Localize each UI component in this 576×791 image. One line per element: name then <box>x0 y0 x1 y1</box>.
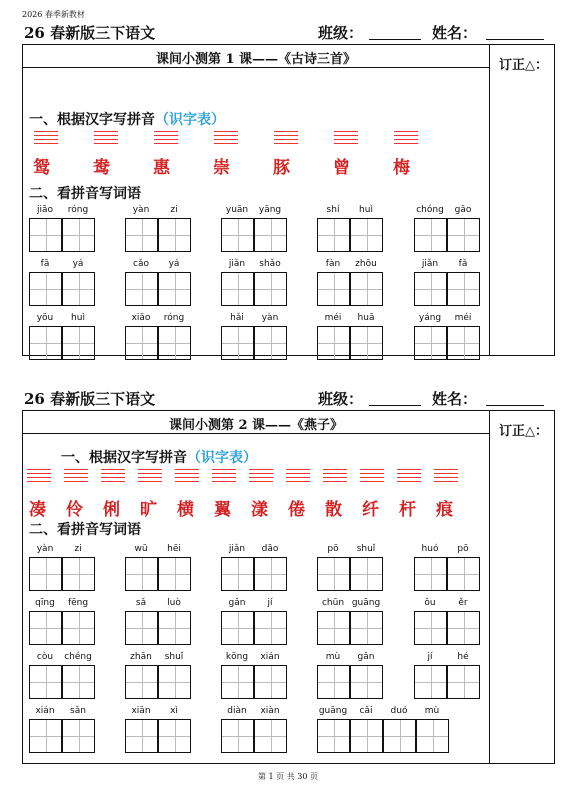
class-label: 班级： <box>318 24 364 42</box>
char-writing-box[interactable] <box>350 218 383 252</box>
pinyin-label: yàn <box>132 205 150 215</box>
pinyin-label: fàn <box>325 259 341 269</box>
char-writing-box[interactable] <box>221 611 254 645</box>
pinyin-label: jiǎn <box>228 259 246 269</box>
pinyin-write-line[interactable] <box>397 469 421 481</box>
pinyin-label: sǎn <box>70 706 86 716</box>
quiz-sheet-2 <box>22 388 555 764</box>
char-writing-box[interactable] <box>317 665 350 699</box>
pinyin-label: ěr <box>458 598 468 608</box>
section-2-heading: 二、看拼音写词语 <box>29 522 141 538</box>
char-writing-box[interactable] <box>447 665 480 699</box>
pinyin-label: jiǎn <box>421 259 439 269</box>
quiz-sheet-1 <box>22 22 555 358</box>
char-writing-box[interactable] <box>350 272 383 306</box>
pinyin-write-line[interactable] <box>360 469 384 481</box>
char-writing-box[interactable] <box>125 665 158 699</box>
pinyin-label: chūn <box>321 598 345 608</box>
char-writing-box[interactable] <box>125 557 158 591</box>
pinyin-label: yōu <box>36 313 54 323</box>
char-writing-box[interactable] <box>414 611 447 645</box>
pinyin-label: huì <box>71 313 85 323</box>
section-1-heading <box>29 109 225 129</box>
pinyin-label: méi <box>324 313 342 323</box>
pinyin-label: xián <box>260 652 280 662</box>
char-writing-box[interactable] <box>158 218 191 252</box>
page-footer: 第 1 页 共 30 页 <box>258 772 318 781</box>
pinyin-label: mù <box>325 652 341 662</box>
vocab-char: 横 <box>177 500 194 520</box>
pinyin-label: méi <box>454 313 472 323</box>
char-writing-box[interactable] <box>414 272 447 306</box>
pinyin-label: róng <box>163 313 185 323</box>
pinyin-label: xiàn <box>260 706 280 716</box>
pinyin-label: ǒu <box>424 598 436 608</box>
lesson-title: 课间小测第 2 课——《燕子》 <box>168 418 344 433</box>
pinyin-label: wū <box>134 544 148 554</box>
class-field[interactable] <box>369 405 421 406</box>
char-writing-box[interactable] <box>317 719 350 753</box>
char-writing-box[interactable] <box>350 611 383 645</box>
pinyin-label: huó <box>421 544 439 554</box>
char-writing-box[interactable] <box>414 326 447 360</box>
pinyin-label: chéng <box>64 652 92 662</box>
pinyin-label: zi <box>74 544 82 554</box>
pinyin-label: jiāo <box>36 205 54 215</box>
pinyin-write-line[interactable] <box>175 469 199 481</box>
pinyin-write-line[interactable] <box>214 131 238 143</box>
vocab-char: 豚 <box>273 158 290 178</box>
vocab-char: 纤 <box>362 500 379 520</box>
pinyin-label: xì <box>170 706 178 716</box>
pinyin-label: fǎ <box>458 259 468 269</box>
char-writing-box[interactable] <box>62 218 95 252</box>
pinyin-label: yàn <box>36 544 54 554</box>
doc-title: 26 春新版三下语文 <box>24 24 156 42</box>
char-writing-box[interactable] <box>29 665 62 699</box>
top-note: 2026 春季新教材 <box>22 10 85 19</box>
vocab-char: 痕 <box>436 500 453 520</box>
pinyin-label: hēi <box>167 544 181 554</box>
char-writing-box[interactable] <box>221 557 254 591</box>
pinyin-label: yáng <box>418 313 442 323</box>
char-writing-box[interactable] <box>62 611 95 645</box>
section-1-title: 一、根据汉字写拼音 <box>61 450 187 466</box>
lesson-title: 课间小测第 1 课——《古诗三首》 <box>155 52 357 67</box>
vocab-char: 梅 <box>393 158 410 178</box>
vocab-char: 漾 <box>251 500 268 520</box>
vocab-char: 惠 <box>153 158 170 178</box>
pinyin-write-line[interactable] <box>101 469 125 481</box>
char-writing-box[interactable] <box>254 719 287 753</box>
char-writing-box[interactable] <box>62 557 95 591</box>
pinyin-label: shí <box>326 205 340 215</box>
char-writing-box[interactable] <box>350 719 383 753</box>
sheet-header <box>22 22 555 44</box>
vocab-char: 伶 <box>66 500 83 520</box>
char-writing-box[interactable] <box>447 557 480 591</box>
char-writing-box[interactable] <box>29 326 62 360</box>
pinyin-write-line[interactable] <box>64 469 88 481</box>
pinyin-label: gǎn <box>357 652 375 662</box>
pinyin-label: kōng <box>225 652 249 662</box>
pinyin-write-line[interactable] <box>34 131 58 143</box>
section-1-tag: （识字表） <box>187 450 257 466</box>
name-field[interactable] <box>486 39 544 40</box>
pinyin-label: xiān <box>131 706 151 716</box>
vocab-char: 崇 <box>213 158 230 178</box>
title-rule <box>23 67 489 68</box>
pinyin-label: huā <box>357 313 375 323</box>
char-writing-box[interactable] <box>125 218 158 252</box>
pinyin-label: yāng <box>258 205 282 215</box>
vocab-char: 翼 <box>214 500 231 520</box>
pinyin-write-line[interactable] <box>334 131 358 143</box>
char-writing-box[interactable] <box>414 557 447 591</box>
char-writing-box[interactable] <box>254 218 287 252</box>
pinyin-label: zi <box>170 205 178 215</box>
pinyin-label: mù <box>424 706 440 716</box>
section-2-heading: 二、看拼音写词语 <box>29 186 141 202</box>
section-1-tag: （识字表） <box>155 112 225 128</box>
char-writing-box[interactable] <box>414 218 447 252</box>
pinyin-label: yuān <box>225 205 249 215</box>
title-rule <box>23 433 489 434</box>
vocab-char: 俐 <box>103 500 120 520</box>
pinyin-label: shuǐ <box>356 544 376 554</box>
char-writing-box[interactable] <box>416 719 449 753</box>
char-writing-box[interactable] <box>254 611 287 645</box>
pinyin-label: zhān <box>130 652 152 662</box>
name-label: 姓名： <box>432 24 478 42</box>
char-writing-box[interactable] <box>221 719 254 753</box>
pinyin-label: chóng <box>416 205 444 215</box>
pinyin-label: cǎi <box>359 706 373 716</box>
pinyin-label: yá <box>168 259 180 269</box>
pinyin-label: luò <box>167 598 181 608</box>
char-writing-box[interactable] <box>447 272 480 306</box>
char-writing-box[interactable] <box>350 326 383 360</box>
pinyin-label: fā <box>40 259 50 269</box>
char-writing-box[interactable] <box>125 611 158 645</box>
pinyin-write-line[interactable] <box>249 469 273 481</box>
vocab-char: 散 <box>325 500 342 520</box>
char-writing-box[interactable] <box>158 665 191 699</box>
char-writing-box[interactable] <box>447 326 480 360</box>
pinyin-label: cǎo <box>133 259 149 269</box>
vocab-char: 杆 <box>399 500 416 520</box>
name-label: 姓名： <box>432 390 478 408</box>
char-writing-box[interactable] <box>317 272 350 306</box>
section-1-title: 一、根据汉字写拼音 <box>29 112 155 128</box>
pinyin-write-line[interactable] <box>394 131 418 143</box>
char-writing-box[interactable] <box>221 272 254 306</box>
char-writing-box[interactable] <box>414 665 447 699</box>
pinyin-write-line[interactable] <box>323 469 347 481</box>
char-writing-box[interactable] <box>62 665 95 699</box>
pinyin-write-line[interactable] <box>138 469 162 481</box>
pinyin-write-line[interactable] <box>94 131 118 143</box>
pinyin-label: huì <box>359 205 373 215</box>
char-writing-box[interactable] <box>254 665 287 699</box>
char-writing-box[interactable] <box>29 719 62 753</box>
vocab-char: 旷 <box>140 500 157 520</box>
pinyin-write-line[interactable] <box>286 469 310 481</box>
pinyin-label: shuǐ <box>164 652 184 662</box>
char-writing-box[interactable] <box>221 665 254 699</box>
char-writing-box[interactable] <box>125 272 158 306</box>
pinyin-label: yàn <box>261 313 279 323</box>
section-1-heading <box>61 447 257 467</box>
pinyin-write-line[interactable] <box>27 469 51 481</box>
pinyin-label: jiǎn <box>228 544 246 554</box>
pinyin-label: guāng <box>318 706 348 716</box>
pinyin-label: fēng <box>67 598 89 608</box>
pinyin-label: hé <box>457 652 469 662</box>
name-field[interactable] <box>486 405 544 406</box>
char-writing-box[interactable] <box>62 272 95 306</box>
char-writing-box[interactable] <box>317 218 350 252</box>
char-writing-box[interactable] <box>158 611 191 645</box>
pinyin-label: zhōu <box>355 259 377 269</box>
vocab-char: 凑 <box>29 500 46 520</box>
pinyin-label: pō <box>327 544 339 554</box>
char-writing-box[interactable] <box>317 326 350 360</box>
char-writing-box[interactable] <box>221 326 254 360</box>
char-writing-box[interactable] <box>29 272 62 306</box>
pinyin-label: xián <box>35 706 55 716</box>
char-writing-box[interactable] <box>254 272 287 306</box>
char-writing-box[interactable] <box>254 326 287 360</box>
char-writing-box[interactable] <box>317 611 350 645</box>
pinyin-label: shǎo <box>259 259 281 269</box>
char-writing-box[interactable] <box>383 719 416 753</box>
vocab-char: 倦 <box>288 500 305 520</box>
vocab-char: 鸳 <box>33 158 50 178</box>
pinyin-label: dāo <box>261 544 279 554</box>
vocab-char: 鸯 <box>93 158 110 178</box>
char-writing-box[interactable] <box>447 611 480 645</box>
char-writing-box[interactable] <box>158 719 191 753</box>
pinyin-label: gǎn <box>228 598 246 608</box>
pinyin-label: qīng <box>35 598 55 608</box>
pinyin-label: hǎi <box>230 313 244 323</box>
pinyin-write-line[interactable] <box>274 131 298 143</box>
pinyin-label: còu <box>36 652 54 662</box>
class-label: 班级： <box>318 390 364 408</box>
pinyin-label: róng <box>67 205 89 215</box>
char-writing-box[interactable] <box>62 326 95 360</box>
vocab-char: 曾 <box>333 158 350 178</box>
pinyin-write-line[interactable] <box>154 131 178 143</box>
pinyin-label: gāo <box>454 205 472 215</box>
pinyin-label: sǎ <box>135 598 147 608</box>
char-writing-box[interactable] <box>317 557 350 591</box>
pinyin-label: diàn <box>227 706 247 716</box>
correction-divider <box>489 411 490 763</box>
quiz-frame <box>22 44 555 356</box>
pinyin-label: yá <box>72 259 84 269</box>
pinyin-write-line[interactable] <box>212 469 236 481</box>
doc-title: 26 春新版三下语文 <box>24 390 156 408</box>
quiz-frame <box>22 410 555 764</box>
char-writing-box[interactable] <box>29 557 62 591</box>
pinyin-write-line[interactable] <box>434 469 458 481</box>
char-writing-box[interactable] <box>125 719 158 753</box>
correction-label: 订正△： <box>499 58 548 73</box>
pinyin-label: pō <box>457 544 469 554</box>
char-writing-box[interactable] <box>350 665 383 699</box>
char-writing-box[interactable] <box>29 218 62 252</box>
correction-divider <box>489 45 490 355</box>
char-writing-box[interactable] <box>125 326 158 360</box>
char-writing-box[interactable] <box>158 326 191 360</box>
char-writing-box[interactable] <box>254 557 287 591</box>
char-writing-box[interactable] <box>158 557 191 591</box>
char-writing-box[interactable] <box>62 719 95 753</box>
pinyin-label: jí <box>427 652 433 662</box>
char-writing-box[interactable] <box>350 557 383 591</box>
char-writing-box[interactable] <box>29 611 62 645</box>
char-writing-box[interactable] <box>221 218 254 252</box>
pinyin-label: jí <box>267 598 273 608</box>
class-field[interactable] <box>369 39 421 40</box>
char-writing-box[interactable] <box>158 272 191 306</box>
sheet-header <box>22 388 555 410</box>
pinyin-label: guāng <box>351 598 381 608</box>
char-writing-box[interactable] <box>447 218 480 252</box>
pinyin-label: duó <box>390 706 408 716</box>
correction-label: 订正△： <box>499 424 548 439</box>
pinyin-label: xiāo <box>131 313 151 323</box>
